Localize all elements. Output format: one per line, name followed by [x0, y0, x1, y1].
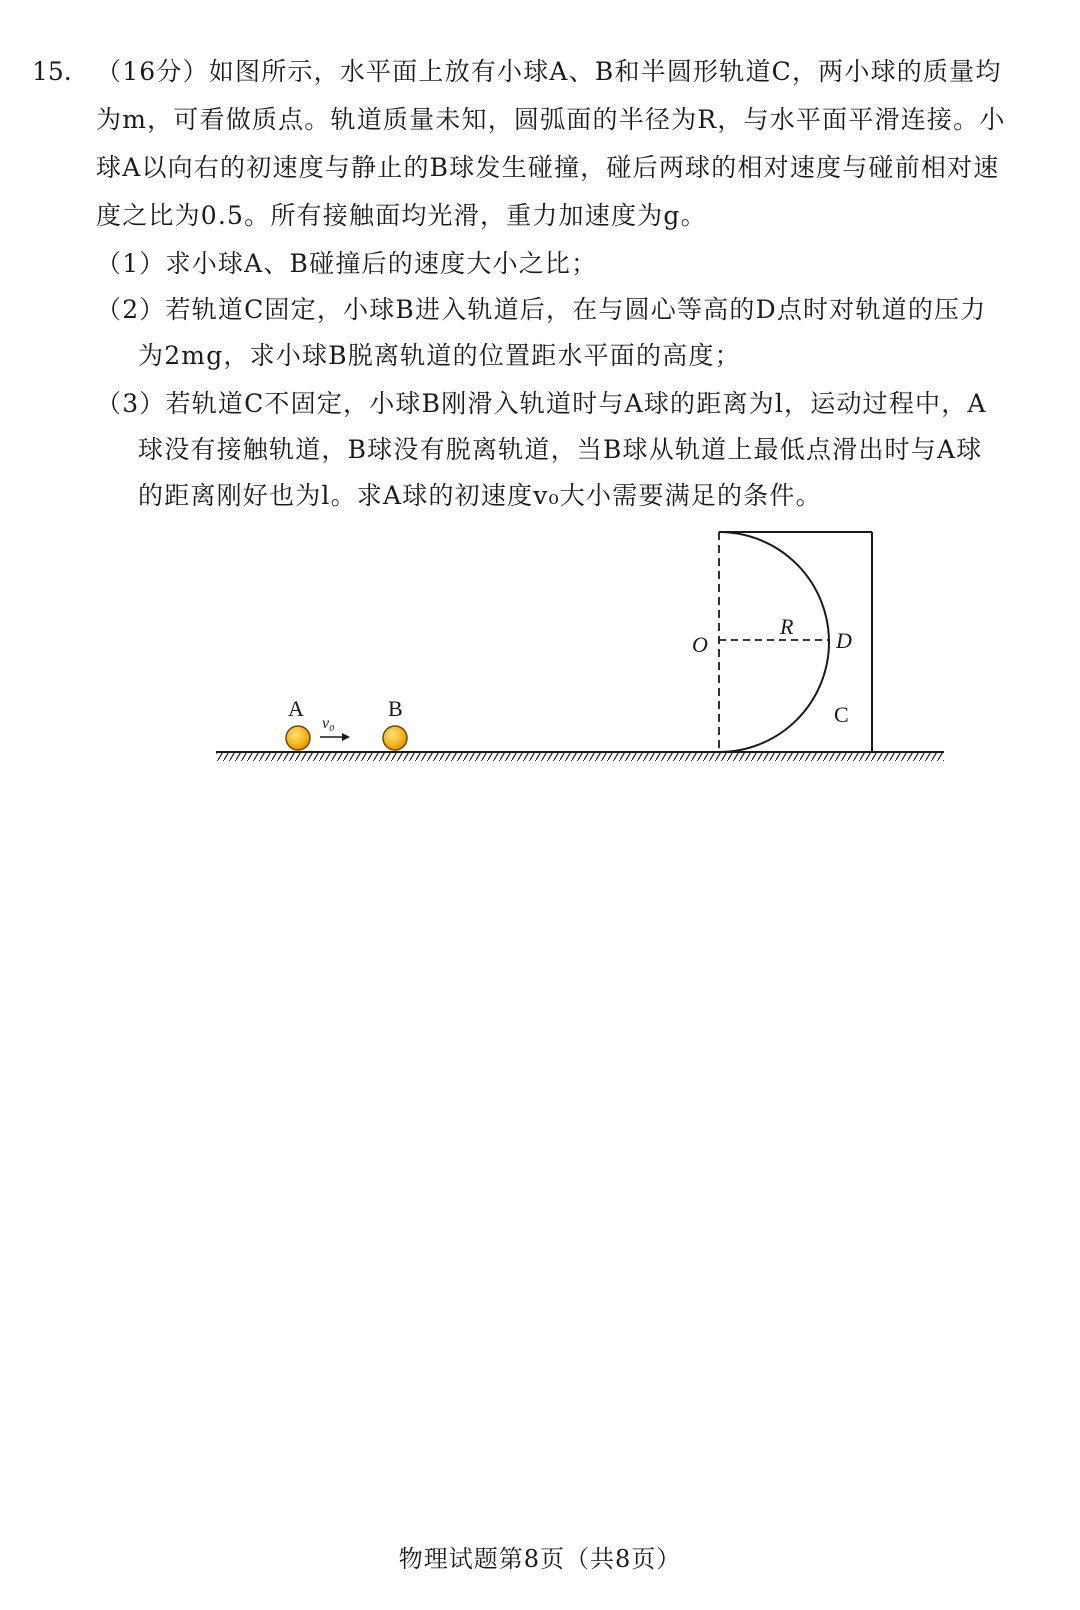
point-d-label: D — [836, 628, 852, 653]
center-o-label: O — [692, 632, 708, 657]
sub-question-1: （1）求小球A、B碰撞后的速度大小之比； — [96, 249, 598, 278]
sub-question-2-line-1: （2）若轨道C固定，小球B进入轨道后，在与圆心等高的D点时对轨道的压力 — [96, 295, 987, 324]
page-footer: 物理试题第8页（共8页） — [398, 1545, 682, 1573]
ground — [216, 752, 944, 761]
physics-diagram — [200, 530, 960, 784]
stem-line-2: 为m，可看做质点。轨道质量未知，圆弧面的半径为R，与水平面平滑连接。小 — [96, 105, 1006, 134]
stem-line-4: 度之比为0.5。所有接触面均光滑，重力加速度为g。 — [96, 201, 707, 230]
stem-line-3: 球A以向右的初速度与静止的B球发生碰撞，碰后两球的相对速度与碰前相对速 — [96, 153, 1000, 182]
ball-b-label: B — [388, 696, 403, 721]
radius-r-label: R — [780, 614, 794, 639]
sub-question-2-line-2: 为2mg，求小球B脱离轨道的位置距水平面的高度； — [138, 341, 741, 370]
velocity-arrow — [320, 733, 350, 741]
velocity-label: v₀ — [322, 715, 335, 732]
ball-a-label: A — [288, 696, 304, 721]
track-c-label: C — [834, 702, 849, 727]
ball-a — [286, 726, 310, 750]
diagram-svg — [200, 530, 960, 780]
question-number: 15. — [32, 57, 72, 86]
sub-question-3-line-3: 的距离刚好也为l。求A球的初速度v₀大小需要满足的条件。 — [138, 481, 822, 510]
stem-line-1: （16分）如图所示，水平面上放有小球A、B和半圆形轨道C，两小球的质量均 — [96, 57, 1002, 86]
sub-question-3-line-2: 球没有接触轨道，B球没有脱离轨道，当B球从轨道上最低点滑出时与A球 — [138, 435, 983, 464]
ball-b — [383, 726, 407, 750]
sub-question-3-line-1: （3）若轨道C不固定，小球B刚滑入轨道时与A球的距离为l，运动过程中，A — [96, 389, 987, 418]
